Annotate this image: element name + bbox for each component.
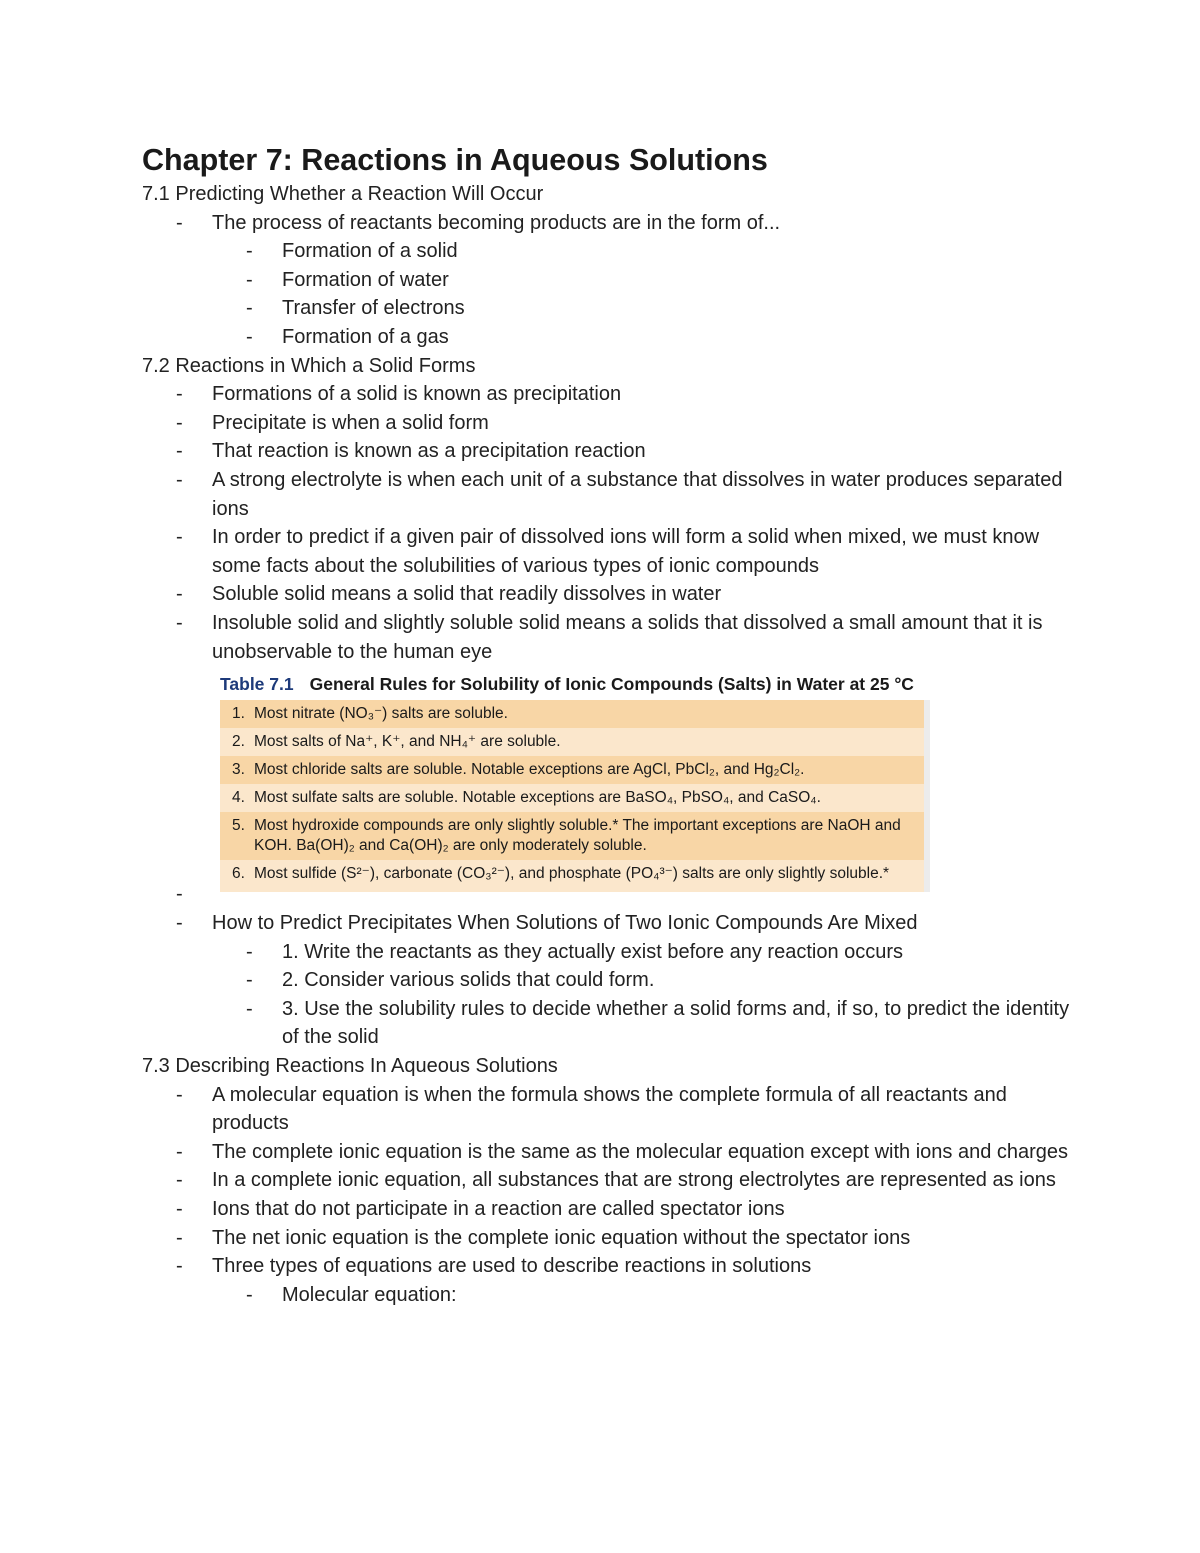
dash-bullet: -	[246, 240, 253, 263]
dash-bullet: -	[246, 325, 253, 348]
list-item-table	[142, 666, 1072, 909]
chapter-title: Chapter 7: Reactions in Aqueous Solutions	[142, 143, 768, 177]
list-item: - 2. Consider various solids that could form.	[142, 966, 1072, 995]
list-item: - Formations of a solid is known as precipitation	[142, 380, 1072, 409]
list-item: - A molecular equation is when the formula shows the complete formula of all reactants and products	[142, 1081, 1072, 1138]
table-body	[220, 700, 930, 892]
dash-bullet: -	[176, 383, 183, 406]
list-item: - In a complete ionic equation, all substances that are strong electrolytes are represented as ions	[142, 1166, 1072, 1195]
list-7-3	[142, 1081, 1072, 1310]
dash-bullet: -	[176, 611, 183, 634]
list-item: - Formation of a gas	[142, 323, 1072, 352]
dash-bullet: -	[176, 883, 183, 906]
dash-bullet: -	[176, 1140, 183, 1163]
list-7-2	[142, 380, 1072, 1052]
list-item: - Ions that do not participate in a reaction are called spectator ions	[142, 1195, 1072, 1224]
list-item: - A strong electrolyte is when each unit of a substance that dissolves in water produces separated ions	[142, 466, 1072, 523]
list-item: - 3. Use the solubility rules to decide whether a solid forms and, if so, to predict the identity of the solid	[142, 995, 1072, 1052]
dash-bullet: -	[176, 468, 183, 491]
sublist-steps	[142, 938, 1072, 1052]
dash-bullet: -	[246, 268, 253, 291]
sublist-forms	[142, 237, 1072, 351]
list-item: - How to Predict Precipitates When Solutions of Two Ionic Compounds Are Mixed - 1. Write the reactants as they actually exist before any reaction occurs - 2. Consider various solids that could form. - 3. Use the solubility rules to decide whether a solid forms and, if so, to predict the identity of the solid	[142, 909, 1072, 1052]
sublist-equation-types	[142, 1281, 1072, 1310]
list-item: - 1. Write the reactants as they actually exist before any reaction occurs	[142, 938, 1072, 967]
list-item: - Insoluble solid and slightly soluble solid means a solids that dissolved a small amount that it is unobservable to the human eye	[142, 609, 1072, 666]
table-row: 3. Most chloride salts are soluble. Notable exceptions are AgCl, PbCl₂, and Hg₂Cl₂.	[220, 756, 924, 784]
section-heading-7-3: 7.3 Describing Reactions In Aqueous Solutions	[142, 1055, 558, 1078]
table-label: Table 7.1	[220, 674, 294, 695]
dash-bullet: -	[176, 583, 183, 606]
dash-bullet: -	[176, 1083, 183, 1106]
list-7-1	[142, 209, 1072, 352]
table-row: 6. Most sulfide (S²⁻), carbonate (CO₃²⁻), and phosphate (PO₄³⁻) salts are only slightly soluble.*	[232, 865, 890, 883]
dash-bullet: -	[176, 211, 183, 234]
list-item: - Soluble solid means a solid that readily dissolves in water	[142, 580, 1072, 609]
dash-bullet: -	[246, 940, 253, 963]
table-row: 5. Most hydroxide compounds are only slightly soluble.* The important exceptions are NaOH and KOH. Ba(OH)₂ and Ca(OH)₂ are only moderately soluble.	[220, 812, 924, 860]
table-row: 1. Most nitrate (NO₃⁻) salts are soluble.	[220, 700, 924, 728]
dash-bullet: -	[176, 411, 183, 434]
list-item: - The net ionic equation is the complete ionic equation without the spectator ions	[142, 1224, 1072, 1253]
table-row: 2. Most salts of Na⁺, K⁺, and NH₄⁺ are soluble.	[232, 733, 561, 751]
dash-bullet: -	[246, 1283, 253, 1306]
table-title	[220, 668, 930, 700]
list-item: - Molecular equation:	[142, 1281, 1072, 1310]
dash-bullet: -	[176, 1169, 183, 1192]
dash-bullet: -	[176, 1198, 183, 1221]
list-item: - Precipitate is when a solid form	[142, 409, 1072, 438]
list-item: - Three types of equations are used to describe reactions in solutions - Molecular equation:	[142, 1252, 1072, 1309]
section-heading-7-2: 7.2 Reactions in Which a Solid Forms	[142, 354, 476, 377]
table-caption: General Rules for Solubility of Ionic Compounds (Salts) in Water at 25 °C	[309, 674, 914, 695]
list-item: - Formation of water	[142, 266, 1072, 295]
dash-bullet: -	[246, 297, 253, 320]
list-item: - That reaction is known as a precipitation reaction	[142, 437, 1072, 466]
dash-bullet: -	[176, 440, 183, 463]
list-item: - The complete ionic equation is the same as the molecular equation except with ions and charges	[142, 1138, 1072, 1167]
dash-bullet: -	[246, 969, 253, 992]
list-item: - In order to predict if a given pair of dissolved ions will form a solid when mixed, we must know some facts about the solubilities of various types of ionic compounds	[142, 523, 1072, 580]
list-item: - Formation of a solid	[142, 237, 1072, 266]
dash-bullet: -	[176, 912, 183, 935]
table-row: 4. Most sulfate salts are soluble. Notable exceptions are BaSO₄, PbSO₄, and CaSO₄.	[232, 789, 821, 807]
dash-bullet: -	[176, 1226, 183, 1249]
dash-bullet: -	[176, 526, 183, 549]
dash-bullet: -	[246, 997, 253, 1020]
list-item: - Transfer of electrons	[142, 294, 1072, 323]
dash-bullet: -	[176, 1255, 183, 1278]
list-item: - The process of reactants becoming products are in the form of... - Formation of a solid - Formation of water - Transfer of electrons - Formation of a gas	[142, 209, 1072, 352]
section-heading-7-1: 7.1 Predicting Whether a Reaction Will Occur	[142, 183, 544, 205]
solubility-table-image	[220, 668, 930, 892]
document-page	[142, 140, 1072, 1309]
